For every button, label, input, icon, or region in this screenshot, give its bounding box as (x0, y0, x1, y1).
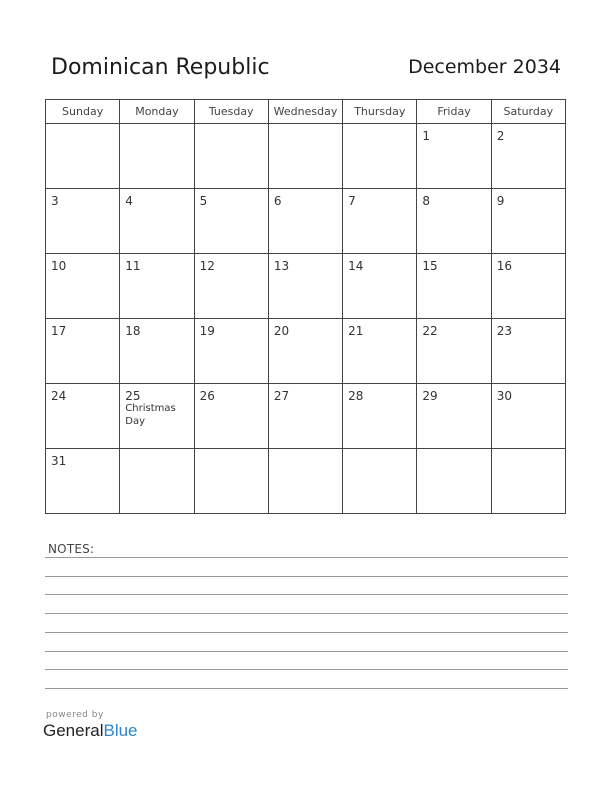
day-cell (343, 319, 417, 384)
brand-blue: Blue (103, 721, 138, 740)
weekday-header: Tuesday (194, 100, 268, 124)
day-number: 24 (51, 389, 67, 403)
day-cell (120, 319, 194, 384)
day-number: 31 (51, 454, 67, 468)
day-cell (491, 189, 565, 254)
day-cell (46, 124, 120, 189)
day-cell (268, 384, 342, 449)
day-cell (417, 254, 491, 319)
holiday-label: Christmas Day (125, 403, 176, 427)
day-number: 4 (125, 194, 133, 208)
day-number: 10 (51, 259, 67, 273)
note-line (45, 594, 568, 595)
day-cell (194, 319, 268, 384)
day-number: 7 (348, 194, 356, 208)
day-cell (268, 189, 342, 254)
day-number: 5 (199, 194, 208, 208)
day-cell (194, 124, 268, 189)
day-number: 3 (51, 194, 59, 208)
day-cell (343, 189, 417, 254)
day-cell (417, 189, 491, 254)
day-cell (194, 384, 268, 449)
day-number: 12 (199, 259, 215, 273)
day-number: 1 (422, 129, 431, 143)
day-number: 8 (422, 194, 431, 208)
day-number: 27 (273, 389, 290, 403)
day-cell (268, 254, 342, 319)
day-cell (120, 384, 194, 449)
day-cell (46, 319, 120, 384)
day-cell (417, 449, 491, 514)
day-number: 20 (273, 324, 290, 338)
day-cell (120, 124, 194, 189)
day-number: 15 (422, 259, 438, 273)
day-cell (491, 384, 565, 449)
day-number: 29 (422, 389, 438, 403)
week-row (46, 384, 566, 449)
day-cell (343, 449, 417, 514)
day-cell (46, 189, 120, 254)
weekday-header-row (46, 100, 566, 124)
day-number: 16 (496, 259, 512, 273)
day-cell (194, 449, 268, 514)
day-cell (46, 254, 120, 319)
country-title: Dominican Republic (51, 55, 270, 80)
week-row (46, 319, 566, 384)
day-cell (194, 189, 268, 254)
day-number: 6 (273, 194, 282, 208)
day-number: 11 (125, 259, 141, 273)
note-line (45, 613, 568, 614)
weekday-header: Monday (120, 100, 194, 124)
day-cell (343, 384, 417, 449)
day-cell (417, 319, 491, 384)
day-number: 21 (348, 324, 364, 338)
day-number: 19 (199, 324, 215, 338)
day-cell (268, 319, 342, 384)
calendar-grid (45, 99, 566, 514)
day-number: 17 (51, 324, 67, 338)
day-cell (268, 124, 342, 189)
day-number: 2 (496, 129, 505, 143)
day-cell (343, 254, 417, 319)
day-number: 25 (125, 389, 141, 403)
day-cell (491, 319, 565, 384)
day-number: 22 (422, 324, 438, 338)
day-cell (343, 124, 417, 189)
day-number: 30 (496, 389, 512, 403)
day-cell (194, 254, 268, 319)
week-row (46, 254, 566, 319)
day-number: 9 (496, 194, 505, 208)
day-cell (491, 254, 565, 319)
weekday-header: Thursday (343, 100, 417, 124)
day-number: 14 (348, 259, 364, 273)
day-cell (46, 449, 120, 514)
weekday-header: Saturday (491, 100, 565, 124)
day-cell (417, 384, 491, 449)
note-line (45, 688, 568, 689)
generalblue-logo[interactable] (43, 721, 138, 741)
day-cell (120, 189, 194, 254)
day-cell (46, 384, 120, 449)
month-year-title: December 2034 (408, 56, 561, 78)
weekday-header: Sunday (46, 100, 120, 124)
powered-by-text: powered by (46, 710, 104, 720)
brand-general: General (43, 721, 104, 740)
note-line (45, 669, 568, 670)
day-cell (491, 124, 565, 189)
week-row (46, 124, 566, 189)
day-cell (417, 124, 491, 189)
day-cell (120, 449, 194, 514)
day-cell (268, 449, 342, 514)
day-number: 28 (348, 389, 364, 403)
weekday-header: Wednesday (268, 100, 342, 124)
note-line (45, 632, 568, 633)
note-line (45, 651, 568, 652)
day-number: 13 (273, 259, 290, 273)
weekday-header: Friday (417, 100, 491, 124)
day-cell (120, 254, 194, 319)
week-row (46, 449, 566, 514)
note-line (45, 557, 568, 558)
day-number: 18 (125, 324, 141, 338)
day-cell (491, 449, 565, 514)
day-number: 23 (496, 324, 512, 338)
day-number: 26 (199, 389, 215, 403)
note-line (45, 576, 568, 577)
week-row (46, 189, 566, 254)
notes-label: NOTES: (48, 542, 95, 556)
